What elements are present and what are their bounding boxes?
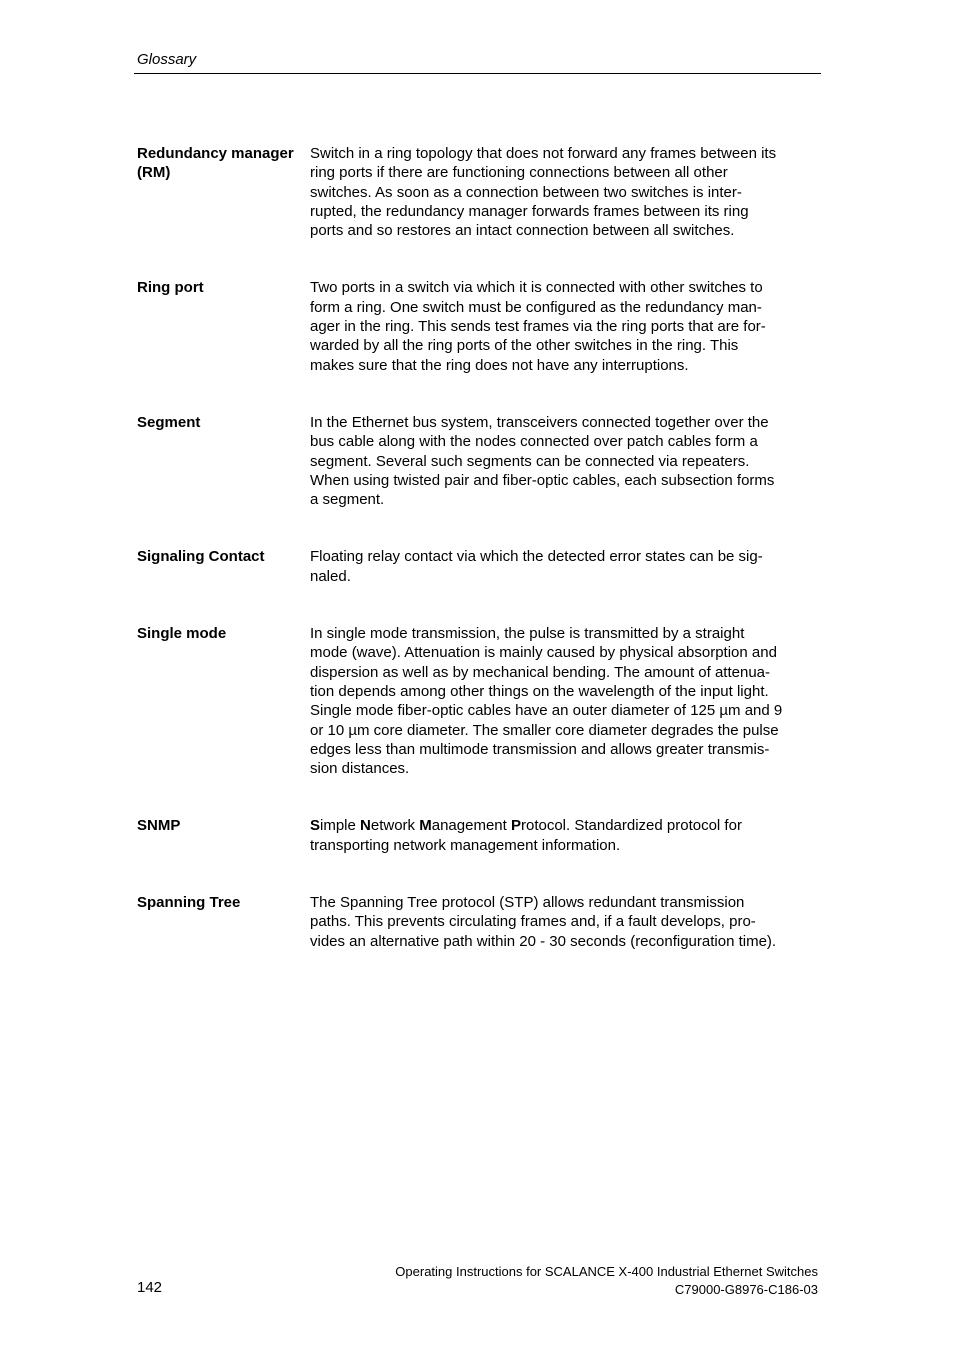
definition-part: imple	[320, 817, 361, 835]
glossary-term: Signaling Contact	[137, 548, 265, 566]
glossary-entry	[137, 893, 821, 951]
glossary-definition	[310, 816, 821, 855]
footer-document-info	[395, 1263, 818, 1299]
glossary-definition: The Spanning Tree protocol (STP) allows redundant transmission paths. This prevents circulating frames and, if a fault develops, pro- vides an alternative path within 20 - 30 seconds (reconfiguration time).	[310, 894, 777, 950]
glossary-list	[137, 144, 821, 989]
header-divider	[134, 73, 821, 74]
glossary-entry	[137, 278, 821, 374]
definition-part: anagement	[431, 817, 511, 835]
glossary-definition: In the Ethernet bus system, transceivers connected together over the bus cable along with the nodes connected over patch cables form a segment. Several such segments can be connected via repeaters. When using twisted pair and fiber-optic cables, each subsection forms a segment.	[310, 413, 775, 509]
glossary-definition: In single mode transmission, the pulse is transmitted by a straight mode (wave). Attenuation is mainly caused by physical absorption and dispersion as well as by mechanical bending. The amount of attenua- tion depends among other things on the wavelength of the input light. Single mode fiber-optic cables have an outer diameter of 125 µm and 9 or 10 µm core diameter. The smaller core diameter degrades the pulse edges less than multimode transmission and allows greater transmis- sion distances.	[310, 625, 783, 778]
glossary-entry	[137, 144, 821, 240]
page-number: 142	[137, 1279, 163, 1296]
glossary-entry	[137, 547, 821, 586]
glossary-entry	[137, 624, 821, 778]
glossary-term: Redundancy manager (RM)	[137, 145, 294, 182]
glossary-term: Ring port	[137, 279, 204, 297]
glossary-term: Spanning Tree	[137, 894, 241, 912]
glossary-term: Segment	[137, 413, 201, 431]
glossary-definition: Switch in a ring topology that does not forward any frames between its ring ports if there are functioning connections between all other switches. As soon as a connection between two switches is inter- rupted, the redundancy manager forwards frames between its ring ports and so restores an intact connection between all switches.	[310, 145, 777, 240]
page-header-title: Glossary	[137, 51, 197, 68]
definition-part: etwork	[370, 817, 420, 835]
glossary-entry	[137, 413, 821, 509]
footer-doc-title: Operating Instructions for SCALANCE X-400 Industrial Ethernet Switches	[395, 1264, 818, 1279]
definition-bold-part: P	[510, 817, 521, 835]
definition-part: rotocol. Standardized protocol for transporting network management information.	[310, 817, 742, 854]
definition-bold-part: N	[360, 817, 371, 835]
glossary-entry	[137, 816, 821, 855]
definition-bold-part: S	[310, 817, 321, 835]
glossary-definition: Floating relay contact via which the detected error states can be sig- naled.	[310, 548, 763, 585]
definition-bold-part: M	[419, 817, 432, 835]
glossary-definition: Two ports in a switch via which it is connected with other switches to form a ring. One switch must be configured as the redundancy man- ager in the ring. This sends test frames via the ring ports that are for- warded by all the ring ports of the other switches in the ring. This makes sure that the ring does not have any interruptions.	[310, 279, 766, 374]
glossary-term: Single mode	[137, 625, 227, 643]
footer-doc-id: C79000-G8976-C186-03	[674, 1282, 818, 1297]
glossary-term: SNMP	[137, 817, 181, 835]
